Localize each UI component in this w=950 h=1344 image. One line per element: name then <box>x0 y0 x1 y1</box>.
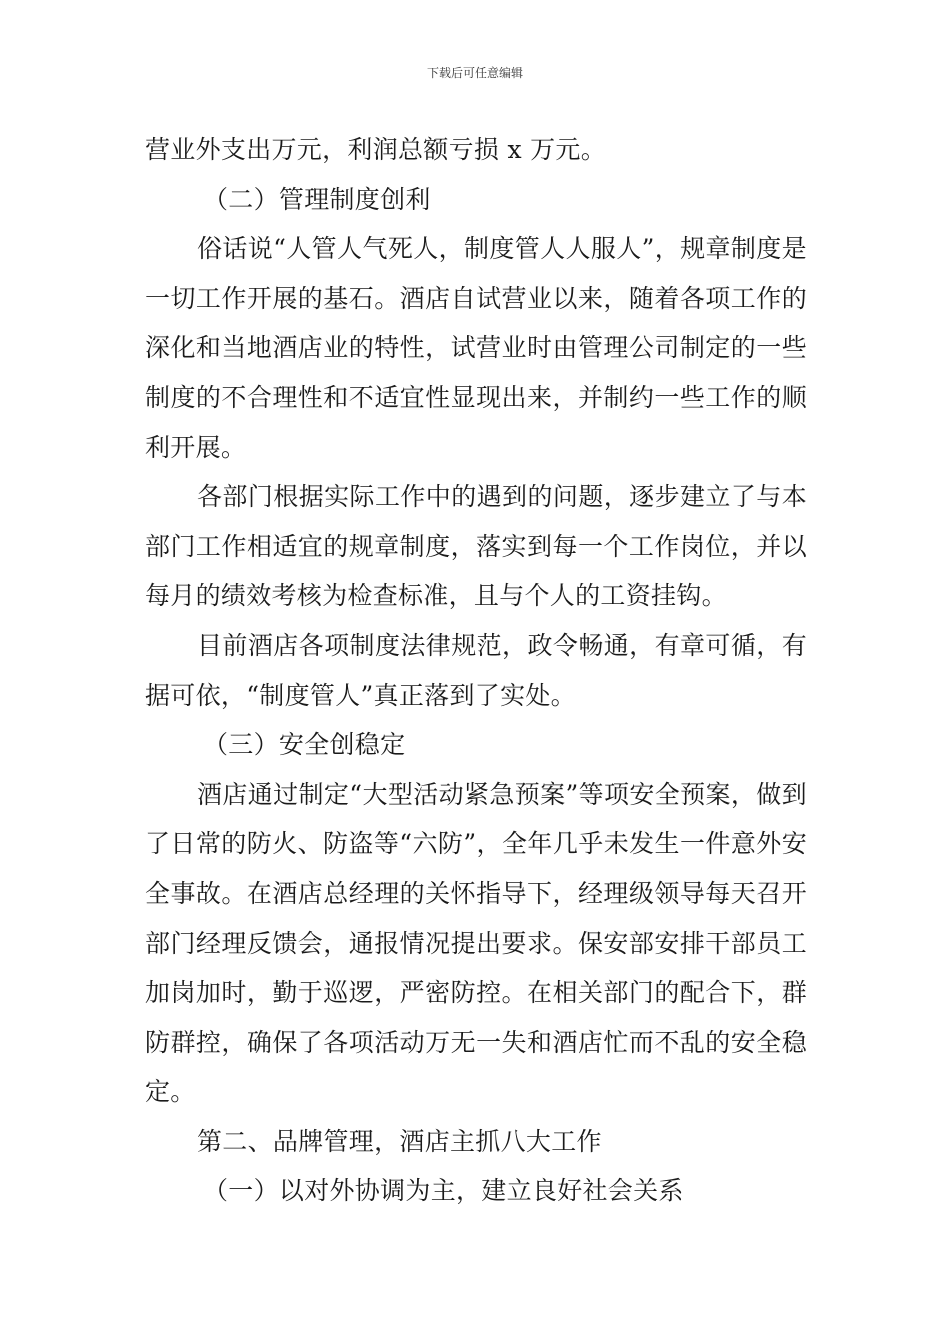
paragraph-rules-foundation: 俗话说“人管人气死人，制度管人人服人”，规章制度是一切工作开展的基石。酒店自试营业以来，随着各项工作的深化和当地酒店业的特性，试营业时由管理公司制定的一些制度的不合理性和不适宜性显现出来，并制约一些工作的顺利开展。 <box>145 234 807 462</box>
paragraph-safety-measures: 酒店通过制定“大型活动紧急预案”等项安全预案，做到了日常的防火、防盗等“六防”，全年几乎未发生一件意外安全事故。在酒店总经理的关怀指导下，经理级领导每天召开部门经理反馈会，通报情况提出要求。保安部安排干部员工加岗加时，勤于巡逻，严密防控。在相关部门的配合下，群防群控，确保了各项活动万无一失和酒店忙而不乱的安全稳定。 <box>145 779 807 1107</box>
section-heading-safety: （三）安全创稳定 <box>203 730 406 760</box>
section-heading-external-coordination: （一）以对外协调为主，建立良好社会关系 <box>203 1176 684 1206</box>
paragraph-continuation: 营业外支出万元，利润总额亏损 x 万元。 <box>145 135 606 164</box>
document-body <box>145 125 807 1216</box>
section-heading-brand-management: 第二、品牌管理，酒店主抓八大工作 <box>197 1126 602 1156</box>
paragraph-department-rules: 各部门根据实际工作中的遇到的问题，逐步建立了与本部门工作相适宜的规章制度，落实到每一个工作岗位，并以每月的绩效考核为检查标准，且与个人的工资挂钩。 <box>145 482 807 611</box>
page-header-note: 下载后可任意编辑 <box>426 66 523 80</box>
section-heading-management-system: （二）管理制度创利 <box>203 184 431 214</box>
paragraph-current-status: 目前酒店各项制度法律规范，政令畅通，有章可循，有据可依，“制度管人”真正落到了实处。 <box>145 630 807 710</box>
